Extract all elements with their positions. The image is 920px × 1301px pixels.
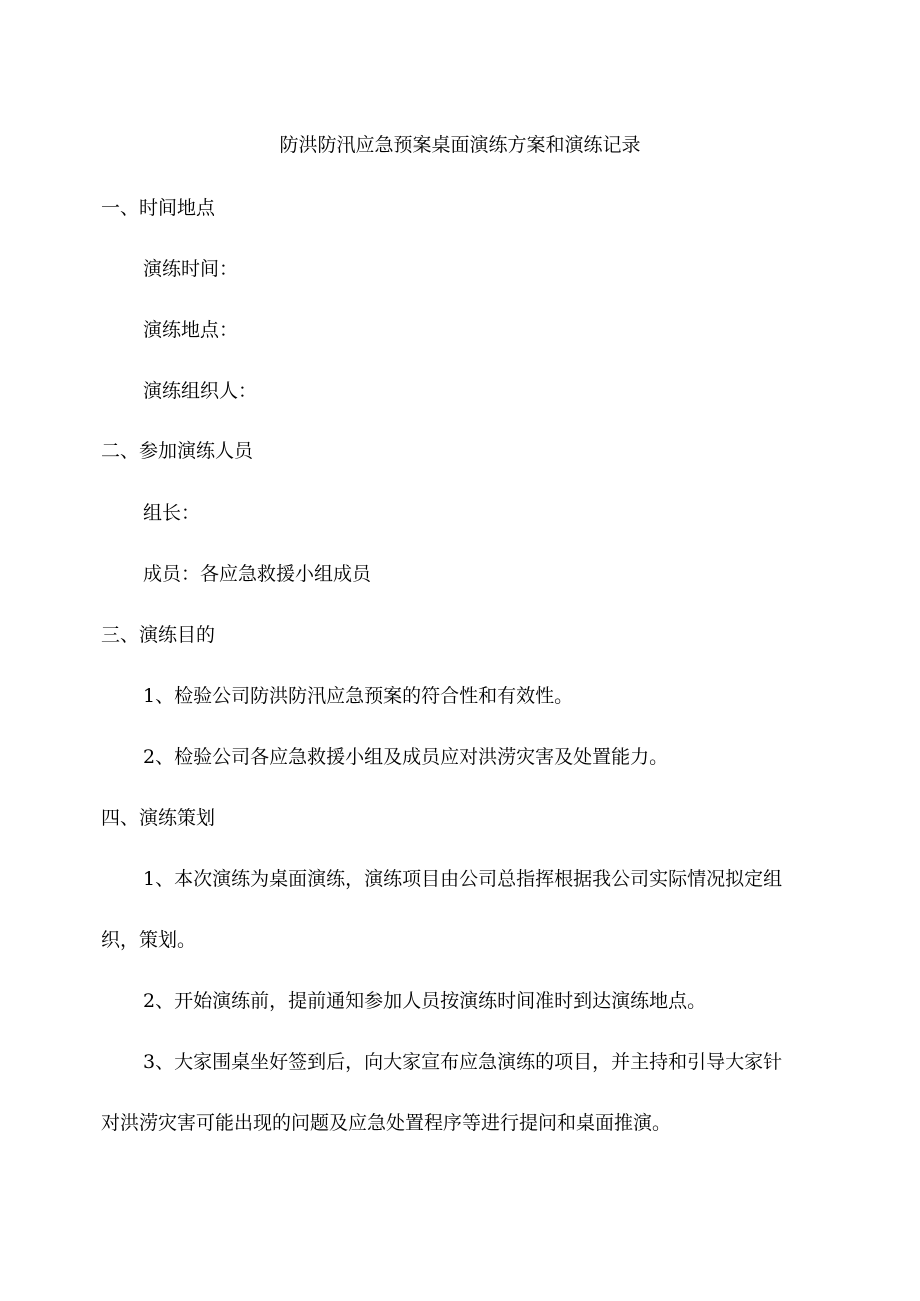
section-heading-participants: 二、参加演练人员 [101, 440, 254, 462]
drill-time-field: 演练时间： [143, 258, 239, 280]
team-leader-field: 组长： [143, 502, 201, 524]
document-title: 防洪防汛应急预案桌面演练方案和演练记录 [279, 134, 641, 156]
section-heading-planning: 四、演练策划 [101, 807, 216, 829]
drill-place-field: 演练地点： [143, 319, 239, 341]
planning-item-1-continued: 织，策划。 [101, 929, 197, 951]
purpose-item-2: 2、检验公司各应急救援小组及成员应对洪涝灾害及处置能力。 [143, 746, 669, 768]
purpose-item-1: 1、检验公司防洪防汛应急预案的符合性和有效性。 [143, 685, 574, 707]
section-heading-purpose: 三、演练目的 [101, 624, 216, 646]
drill-organizer-field: 演练组织人： [143, 380, 258, 402]
planning-item-2: 2、开始演练前，提前通知参加人员按演练时间准时到达演练地点。 [143, 990, 707, 1012]
planning-item-3: 3、大家围桌坐好签到后，向大家宣布应急演练的项目，并主持和引导大家针 [143, 1051, 783, 1073]
planning-item-3-continued: 对洪涝灾害可能出现的问题及应急处置程序等进行提问和桌面推演。 [101, 1112, 672, 1134]
planning-item-1: 1、本次演练为桌面演练，演练项目由公司总指挥根据我公司实际情况拟定组 [143, 868, 783, 890]
team-members-field: 成员：各应急救援小组成员 [143, 563, 372, 585]
section-heading-time-place: 一、时间地点 [101, 197, 216, 219]
